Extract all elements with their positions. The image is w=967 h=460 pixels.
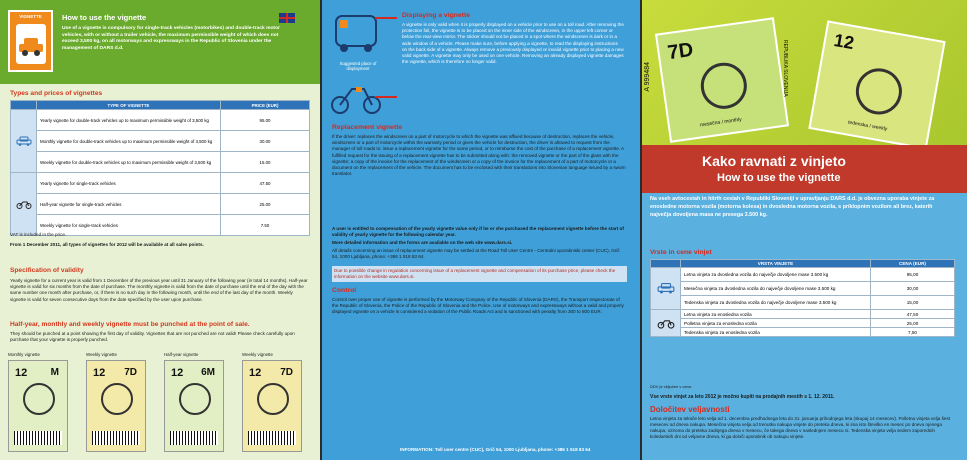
vignette-image [242, 360, 302, 452]
title-english: How to use the vignette [717, 172, 841, 184]
price-table [10, 100, 310, 236]
table-cell: Weekly vignette for double-track vehicles up to maximum permissible weight of 3,500 kg [37, 152, 221, 173]
table-cell: 25,00 [871, 319, 955, 328]
table-cell: 15,00 [871, 296, 955, 310]
validity-text-si: Letna vinjeta za tekoče leto velja od 1. decembra predhodnega leta do 31. januarja prihodnjega leta (skupaj 14 mesecev). Polletna vinjeta velja šest mesecev od dneva nakupa. Mesečna vinjeta velja od trenutka nakupa vinjete do preteka dneva, ki ima isto številko en mesec po dnevu njenega nakupa, oziroma do preteka zadnjega dneva v mesecu, če takega dneva v naslednjem mesecu ni. Tedenska vinjeta velja sedem zaporednih koledarskih dni od veljavne dneva, ki ga določi uporabnik ob nakupu vinjete. [650, 416, 951, 439]
table-cell: Yearly vignette for single-track vehicles [37, 173, 221, 194]
vignette-badge [8, 10, 53, 72]
punch-heading: Half-year, monthly and weekly vignette must be punched at the point of sale. [10, 321, 250, 328]
table-cell: Letna vinjeta za enosledna vozila [681, 310, 871, 319]
price-table-si [650, 259, 955, 337]
barcode [14, 431, 62, 445]
car-windscreen-icon [328, 8, 384, 56]
header-band [0, 0, 320, 84]
page-slovenian-cover [642, 0, 967, 460]
motorbike-icon [852, 65, 905, 118]
vignette-image [8, 360, 68, 452]
barcode [92, 431, 140, 445]
monthly-vignette-photo [655, 17, 789, 143]
photo-serial: A 999484 [644, 62, 651, 92]
control-text: Control over proper use of vignette is performed by the Motorway Company of the Republic of Slovenia (DARS), the Transport Inspectorate of the Republic of Slovenia, the Police of the Republic of Slovenia and the Police. Use of motorways and expressways without a valid and properly displayed vignette on a vehicle is considered a violation of the Public Roads Act and is sanctioned with penalty from 300 to 800 EUR. [332, 297, 624, 315]
display-heading: Displaying a vignette [402, 12, 470, 19]
sticker-caption: Half-year vignette [164, 352, 199, 357]
intro-text: Use of a vignette is compulsory for single-track vehicles (motorbikes) and double-track motor vehicles, with or without a trailer vehicle, the maximum permissible weight of which does not exceed 3,500 kg, on all motorways and expressways in the Republic of Slovenia under the management of DARS d.d. [62, 26, 280, 51]
sticker-type: 7D [280, 367, 293, 378]
photo-7d: 7D [666, 38, 695, 65]
validity-heading: Specification of validity [10, 267, 84, 274]
table-cell: 95.00 [221, 110, 310, 131]
replacement-heading: Replacement vignette [332, 124, 403, 131]
vignette-image [86, 360, 146, 452]
col-price: PRICE (EUR) [221, 101, 310, 110]
arrow-icon [375, 96, 397, 98]
types-heading-si: Vrste in cene vinjet [650, 249, 712, 256]
table-cell: Weekly vignette for single-track vehicles [37, 215, 221, 236]
sticker-type: 7D [124, 367, 137, 378]
sticker-type: M [50, 367, 59, 378]
more-info-text: More detailed information and the forms are available on the web site www.dars.si. [332, 240, 513, 245]
car-icon [11, 110, 37, 173]
validity-text: Yearly vignette for a current year is valid from 1 December of the previous year until 31 January of the following year (in total 14 months). Half-year vignette is valid for six months from the date of purchase. The monthly vignette is valid from the date of purchase until the end of the day with the same number one month after purchase, or, if there is no such day in the following month, until the end of the last day of the month. Weekly vignette is valid for seven consecutive days from the date specified by the user upon purchase. [10, 278, 308, 302]
vignette-photo [642, 0, 967, 145]
badge-label: VIGNETTE [19, 14, 42, 19]
car-icon [651, 268, 681, 310]
vat-note: VAT is included in the price. [10, 232, 67, 237]
types-heading: Types and prices of vignettes [10, 90, 103, 97]
sticker-year: 12 [171, 367, 184, 379]
photo-rs-label: REPUBLIKA SLOVENIJA [782, 40, 788, 97]
col-price: CENA (EUR) [871, 260, 955, 268]
uk-flag-icon [279, 13, 295, 23]
motorbike-icon [651, 310, 681, 337]
col-type: TYPE OF VIGNETTE [37, 101, 221, 110]
car-icon [23, 383, 55, 415]
title-slovenian: Kako ravnati z vinjeto [702, 153, 846, 169]
photo-weekly-label: tedenska / weekly [847, 119, 888, 133]
table-cell: Tedenska vinjeta za dvosledna vozila do največje dovoljene mase 3.500 kg [681, 296, 871, 310]
car-icon [698, 60, 750, 112]
car-icon [101, 383, 133, 415]
barcode [248, 431, 296, 445]
ddv-note: DDV je vključen v ceno. [650, 384, 693, 389]
sticker-weekly [86, 352, 148, 452]
table-cell: 7.50 [221, 215, 310, 236]
photo-monthly-label: mesečna / monthly [699, 116, 743, 129]
table-cell: 25.00 [221, 194, 310, 215]
sticker-weekly-moto [242, 352, 304, 452]
arrow-icon [375, 17, 397, 19]
table-cell: Monthly vignette for double-track vehicles up to maximum permissible weight of 3,500 kg [37, 131, 221, 152]
table-cell: 15.00 [221, 152, 310, 173]
vignette-sticker-icon [16, 24, 46, 64]
display-text: A vignette is only valid when it is properly displayed on a vehicle prior to use on a toll road. After removing the protection foil, the vignette is to be placed on the inner side of the windscreen, in the upper left corner or below the rear-view mirror. The sticker should not be placed in a spot where the windscreen is dark or in a wide window of a vehicle. Please make sure, before applying a vignette, to read the displaying instructions on the back side of a vignette. Always remove a previously displayed or invalid vignette prior to placing a new valid vignette. A vignette may only be used on one vehicle. Removing an already displayed vignette damages the vignette, which is therefore no longer valid. [402, 22, 624, 65]
sale-note: Vse vrste vinjet za leto 2012 je možno kupiti na prodajnih mestih s 1. 12. 2011. [650, 394, 835, 400]
control-heading: Control [332, 287, 357, 294]
footer-info: INFORMATION: Toll user centre (CUC), Grič 54, 1000 Ljubljana, phone: +386 1 518 83 64 [400, 447, 591, 452]
sticker-year: 12 [15, 367, 28, 379]
sticker-monthly [8, 352, 70, 452]
table-cell: Polletna vinjeta za enosledna vozila [681, 319, 871, 328]
sticker-caption: Monthly vignette [8, 352, 40, 357]
sticker-year: 12 [249, 367, 262, 379]
table-cell: 47,50 [871, 310, 955, 319]
intro-text-si: Na vseh avtocestah in hitrih cestah v Republiki Sloveniji v upravljanju DARS d.d. je obvezna uporaba vinjete za enoslednе motorna vozila (motorna kolesa) in dvosledna motorna vozila, s priklopnim vozilom ali brez, katerih največja dovoljena masa ne presega 3.500 kg. [650, 196, 935, 218]
photo-12: 12 [832, 30, 856, 54]
weekly-vignette-photo [808, 20, 945, 145]
title-band [642, 145, 967, 193]
vignette-image [164, 360, 224, 452]
table-cell: 30.00 [221, 131, 310, 152]
sticker-half-year [164, 352, 226, 452]
validity-heading-si: Določitev veljavnosti [650, 405, 730, 414]
motorbike-icon [179, 383, 211, 415]
table-cell: Half-year vignette for single-track vehicles [37, 194, 221, 215]
table-cell: 47.50 [221, 173, 310, 194]
col-type: VRSTA VINJETE [681, 260, 871, 268]
table-cell: Letna vinjeta za dvosledna vozila do največje dovoljene mase 3.500 kg [681, 268, 871, 282]
page-english-left [0, 0, 320, 460]
page-title: How to use the vignette [62, 13, 147, 22]
docs-text: All details concerning an issue of replacement vignette may be settled at the Road Toll User Centre - Centralni uporabniski center (CUC), Grič 54, 1000 Ljubljana, phone: +386 1 518 83 64. [332, 248, 620, 260]
motorbike-icon [257, 383, 289, 415]
sticker-caption: Weekly vignette [86, 352, 117, 357]
sticker-year: 12 [93, 367, 106, 379]
replacement-text: If the driver: replaces the windscreen on a part of motorcycle to which the vignette was affixed because of destruction, replaces the vehicle, windscreen or a part of motorcycle within the warranty period or gives the vehicle for destruction, the driver is allowed to request from the manager of toll roads to: issue a replacement vignette for the same period, or to reimburse the cost of the purchase of a replacement vignette. A fulfilled request for the issuing of a replacement vignette has to be submitted along with: the removed vignette or the part of the glass with the vignette; a copy of the invoice for the replacement of the windscreen or a copy of the invoice for the replacement of a part of motorcycle or a document on the replacement of the vehicle. The document has to be enclosed with their translations into Slovenian language issued by a sworn translator. [332, 134, 626, 177]
punch-text: They should be punched at a point showing the first day of validity. Vignettes that are not punched are not valid! Please check carefully upon purchase that your vignette is properly punched. [10, 331, 295, 343]
december-note: From 1 December 2011, all types of vignettes for 2012 will be available at all sales points. [10, 242, 204, 247]
table-cell: Mesečna vinjeta za dvosledna vozila do največje dovoljene mase 3.500 kg [681, 282, 871, 296]
suggested-label: Suggested place of displayment [339, 61, 377, 71]
notice-box: Due to possible change in regulation concerning issue of a replacement vignette and compensation of its purchase price, please check the information on the website www.dars.si. [332, 266, 627, 282]
sticker-type: 6M [201, 367, 215, 378]
table-cell: 30,00 [871, 282, 955, 296]
display-illustration [328, 8, 388, 120]
table-cell: 95,00 [871, 268, 955, 282]
sticker-caption: Weekly vignette [242, 352, 273, 357]
motorbike-icon [11, 173, 37, 236]
table-cell: Tedenska vinjeta za enosledna vozila [681, 328, 871, 337]
table-cell: Yearly vignette for double-track vehicles up to maximum permissible weight of 3,500 kg [37, 110, 221, 131]
table-cell: 7,50 [871, 328, 955, 337]
entitled-text: A user is entitled to compensation of the yearly vignette value only if he or she purchased the replacement vignette before the start of validity of yearly vignette for the following calendar year. [332, 226, 624, 238]
page-english-middle [322, 0, 640, 460]
sticker-gallery [8, 352, 308, 454]
barcode [170, 431, 218, 445]
